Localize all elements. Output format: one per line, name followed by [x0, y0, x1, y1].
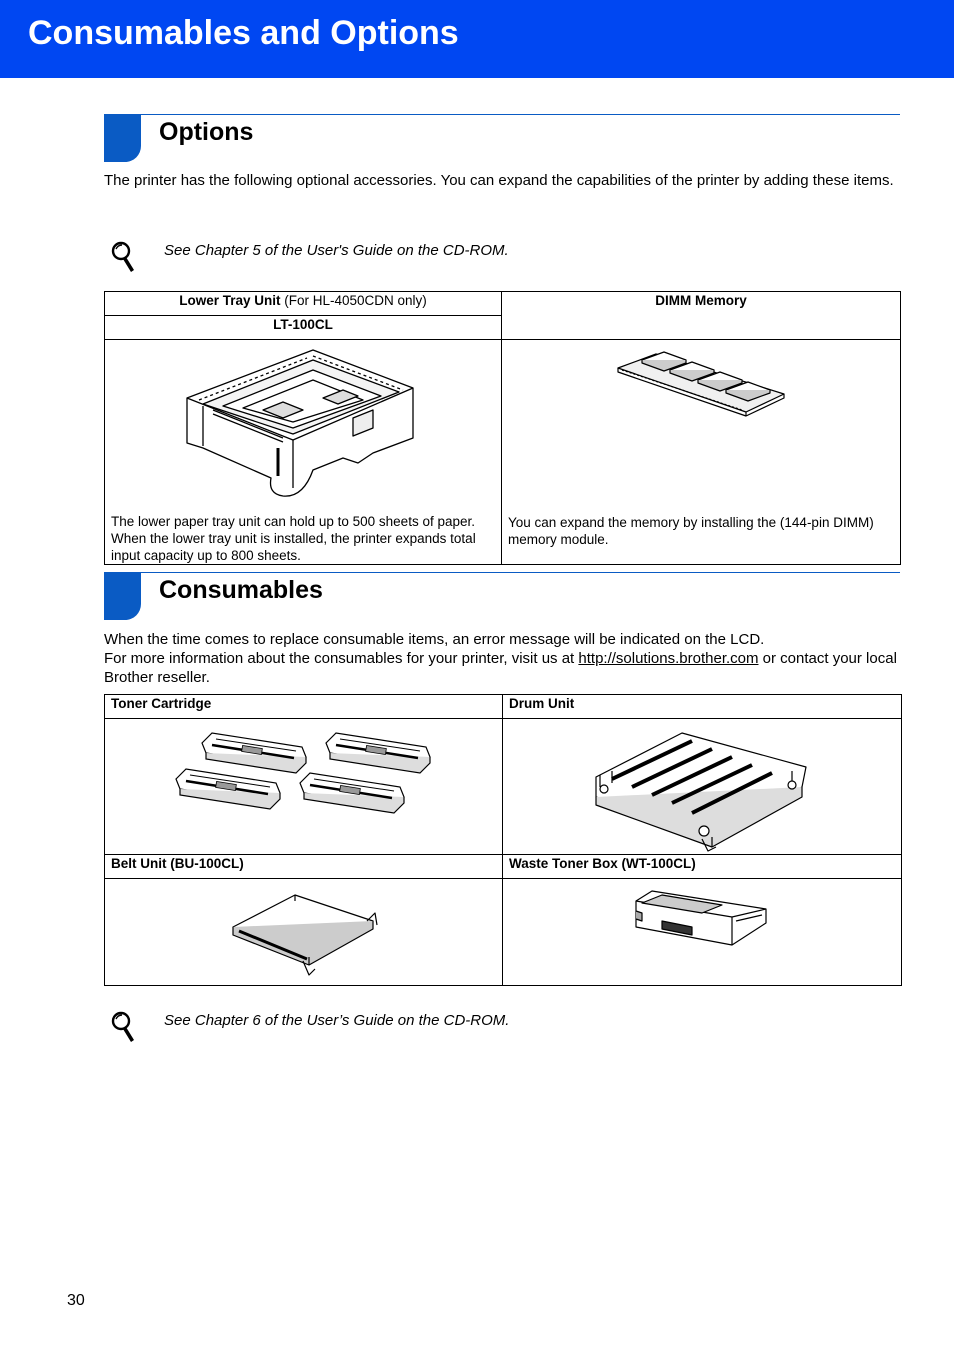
consumables-line-1: When the time comes to replace consumable items, an error message will be indicated on the LCD.	[104, 631, 765, 648]
options-note	[110, 240, 900, 280]
drum-header: Drum Unit	[503, 695, 902, 719]
solutions-link[interactable]: http://solutions.brother.com	[578, 650, 759, 667]
waste-cell	[503, 879, 902, 986]
magnifier-icon	[110, 1010, 138, 1044]
toner-header: Toner Cartridge	[105, 695, 503, 719]
belt-unit-image	[229, 891, 379, 977]
consumables-section-header	[104, 572, 900, 622]
options-note-text: See Chapter 5 of the User's Guide on the CD-ROM.	[164, 242, 509, 259]
section-rule	[141, 114, 900, 115]
consumables-line-2-post: or contact your local Brother reseller.	[104, 650, 897, 686]
lower-tray-title: Lower Tray Unit	[179, 293, 281, 308]
section-marker	[104, 114, 141, 162]
belt-header: Belt Unit (BU-100CL)	[105, 855, 503, 879]
lower-tray-model: LT-100CL	[105, 316, 502, 340]
lower-tray-description: The lower paper tray unit can hold up to 500 sheets of paper. When the lower tray unit is installed, the printer expands total input capacity up to 800 sheets.	[111, 514, 476, 563]
consumables-line-2-pre: For more information about the consumables for your printer, visit us at	[104, 650, 579, 667]
drum-cell	[503, 719, 902, 855]
toner-cartridges-image	[174, 729, 434, 829]
consumables-table	[104, 694, 902, 986]
options-intro: The printer has the following optional accessories. You can expand the capabilities of the printer by adding these items.	[104, 172, 894, 189]
dimm-title: DIMM Memory	[655, 293, 747, 308]
belt-cell	[105, 879, 503, 986]
page-banner	[0, 0, 954, 78]
dimm-cell	[502, 340, 901, 565]
lower-tray-cell	[105, 340, 502, 565]
waste-header: Waste Toner Box (WT-100CL)	[503, 855, 902, 879]
options-table	[104, 291, 901, 565]
lower-tray-subtitle: (For HL-4050CDN only)	[280, 293, 427, 308]
consumables-note	[110, 1010, 900, 1050]
page-title: Consumables and Options	[28, 14, 459, 52]
lower-tray-image	[183, 348, 423, 508]
options-heading: Options	[159, 118, 254, 146]
lower-tray-header	[105, 292, 502, 316]
toner-cell	[105, 719, 503, 855]
waste-toner-box-image	[632, 887, 772, 953]
dimm-description: You can expand the memory by installing the (144-pin DIMM) memory module.	[508, 515, 874, 547]
section-marker	[104, 572, 141, 620]
dimm-header	[502, 292, 901, 340]
magnifier-icon	[110, 240, 138, 274]
page-number: 30	[67, 1292, 85, 1309]
dimm-image	[616, 348, 786, 428]
consumables-note-text: See Chapter 6 of the User’s Guide on the CD-ROM.	[164, 1012, 510, 1029]
options-section-header	[104, 114, 900, 164]
drum-unit-image	[592, 727, 812, 852]
consumables-heading: Consumables	[159, 576, 323, 604]
section-rule	[141, 572, 900, 573]
consumables-intro	[104, 630, 900, 687]
